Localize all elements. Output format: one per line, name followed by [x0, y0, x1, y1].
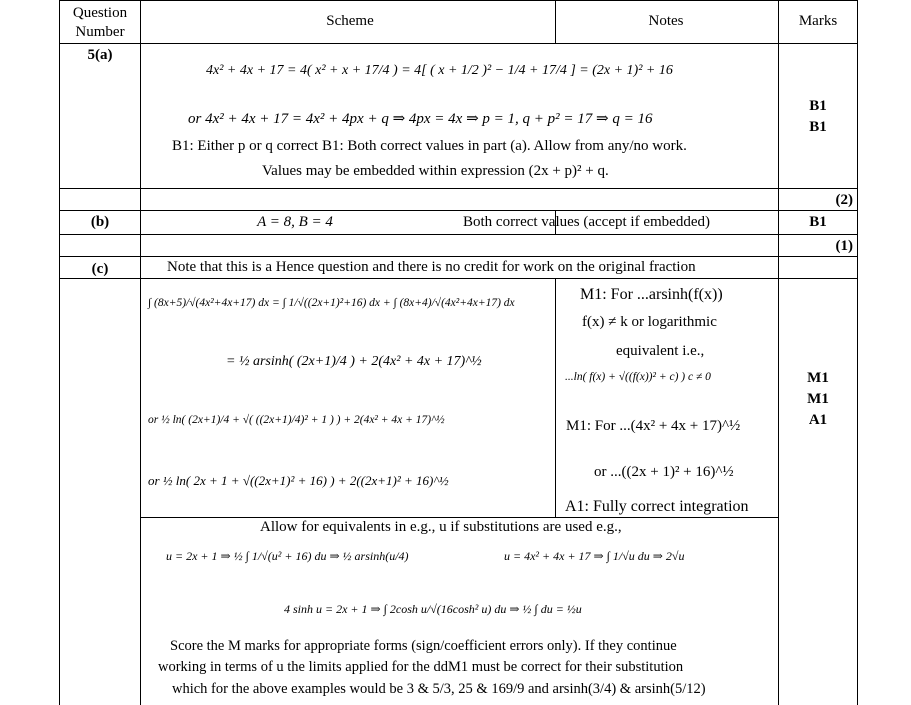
grid-line	[140, 517, 778, 518]
part-c-note-m1-alt: or ...((2x + 1)² + 16)^½	[594, 464, 734, 480]
part-a-note-1: B1: Either p or q correct B1: Both correct values in part (a). Allow from any/no work.	[172, 138, 687, 154]
part-a-mark: B1	[809, 98, 827, 114]
part-b-mark: B1	[809, 214, 827, 230]
part-a-mark: B1	[809, 119, 827, 135]
part-c-score-note-1: Score the M marks for appropriate forms (sign/coefficient errors only). If they continue	[170, 638, 677, 654]
grid-line	[857, 0, 858, 705]
part-a-label: 5(a)	[87, 47, 113, 63]
part-b-notes: Both correct values (accept if embedded)	[463, 214, 710, 230]
grid-line	[59, 0, 60, 705]
grid-line	[59, 210, 858, 211]
part-c-score-note-3: which for the above examples would be 3 & 5/3, 25 & 169/9 and arsinh(3/4) & arsinh(5/12)	[172, 681, 706, 697]
part-b-label: (b)	[90, 214, 110, 230]
part-c-intro: Note that this is a Hence question and there is no credit for work on the original fraction	[167, 259, 696, 275]
part-c-substitution-2: u = 4x² + 4x + 17 ⇒ ∫ 1/√u du ⇒ 2√u	[504, 549, 685, 563]
part-c-integral-split: ∫ (8x+5)/√(4x²+4x+17) dx = ∫ 1/√((2x+1)²+16) dx + ∫ (8x+4)/√(4x²+4x+17) dx	[148, 297, 515, 309]
part-c-note-m1-ln: ...ln( f(x) + √((f(x))² + c) ) c ≠ 0	[565, 371, 711, 383]
part-c-mark: M1	[807, 391, 829, 407]
grid-line	[59, 43, 858, 44]
part-c-result-ln-1: or ½ ln( (2x+1)/4 + √( ((2x+1)/4)² + 1 ) ) + 2(4x² + 4x + 17)^½	[148, 414, 445, 426]
part-c-result-ln-2: or ½ ln( 2x + 1 + √((2x+1)² + 16) ) + 2((2x+1)² + 16)^½	[148, 473, 449, 488]
grid-line	[59, 234, 858, 235]
part-c-note-m1-equiv: equivalent i.e.,	[616, 343, 705, 359]
part-b-total: (1)	[835, 238, 853, 254]
grid-line	[59, 0, 858, 1]
part-c-score-note-2: working in terms of u the limits applied for the ddM1 must be correct for their substitution	[158, 659, 684, 675]
grid-line	[59, 256, 858, 257]
part-c-note-m1-power: M1: For ...(4x² + 4x + 17)^½	[566, 418, 741, 434]
part-a-completing-square: 4x² + 4x + 17 = 4( x² + x + 17/4 ) = 4[ ( x + 1/2 )² − 1/4 + 17/4 ] = (2x + 1)² + 16	[206, 63, 673, 78]
header-question-number: Question Number	[72, 5, 128, 40]
part-c-note-m1-arsinh: M1: For ...arsinh(f(x))	[580, 286, 723, 303]
grid-line	[59, 188, 858, 189]
part-c-mark: M1	[807, 370, 829, 386]
part-c-result-arsinh: = ½ arsinh( (2x+1)/4 ) + 2(4x² + 4x + 17)^½	[226, 354, 482, 369]
grid-line	[555, 0, 556, 43]
part-c-allow-equivalents: Allow for equivalents in e.g., u if substitutions are used e.g.,	[260, 519, 622, 535]
part-a-comparing-coefficients: or 4x² + 4x + 17 = 4x² + 4px + q ⇒ 4px = 4x ⇒ p = 1, q + p² = 17 ⇒ q = 16	[188, 111, 653, 127]
part-b-scheme: A = 8, B = 4	[257, 214, 333, 230]
part-c-substitution-1: u = 2x + 1 ⇒ ½ ∫ 1/√(u² + 16) du ⇒ ½ arsinh(u/4)	[166, 549, 409, 563]
part-c-note-m1-fx: f(x) ≠ k or logarithmic	[582, 314, 717, 330]
grid-line	[140, 0, 141, 705]
header-notes: Notes	[648, 13, 684, 29]
part-c-label: (c)	[91, 261, 109, 277]
part-a-note-2: Values may be embedded within expression (2x + p)² + q.	[262, 163, 609, 179]
part-c-mark: A1	[808, 412, 828, 428]
grid-line	[555, 278, 556, 517]
header-marks: Marks	[798, 13, 838, 29]
grid-line	[59, 278, 858, 279]
part-c-substitution-3: 4 sinh u = 2x + 1 ⇒ ∫ 2cosh u/√(16cosh² u) du ⇒ ½ ∫ du = ½u	[284, 602, 582, 616]
header-scheme: Scheme	[326, 13, 374, 29]
part-a-total: (2)	[835, 192, 853, 208]
part-c-note-a1: A1: Fully correct integration	[565, 498, 749, 515]
